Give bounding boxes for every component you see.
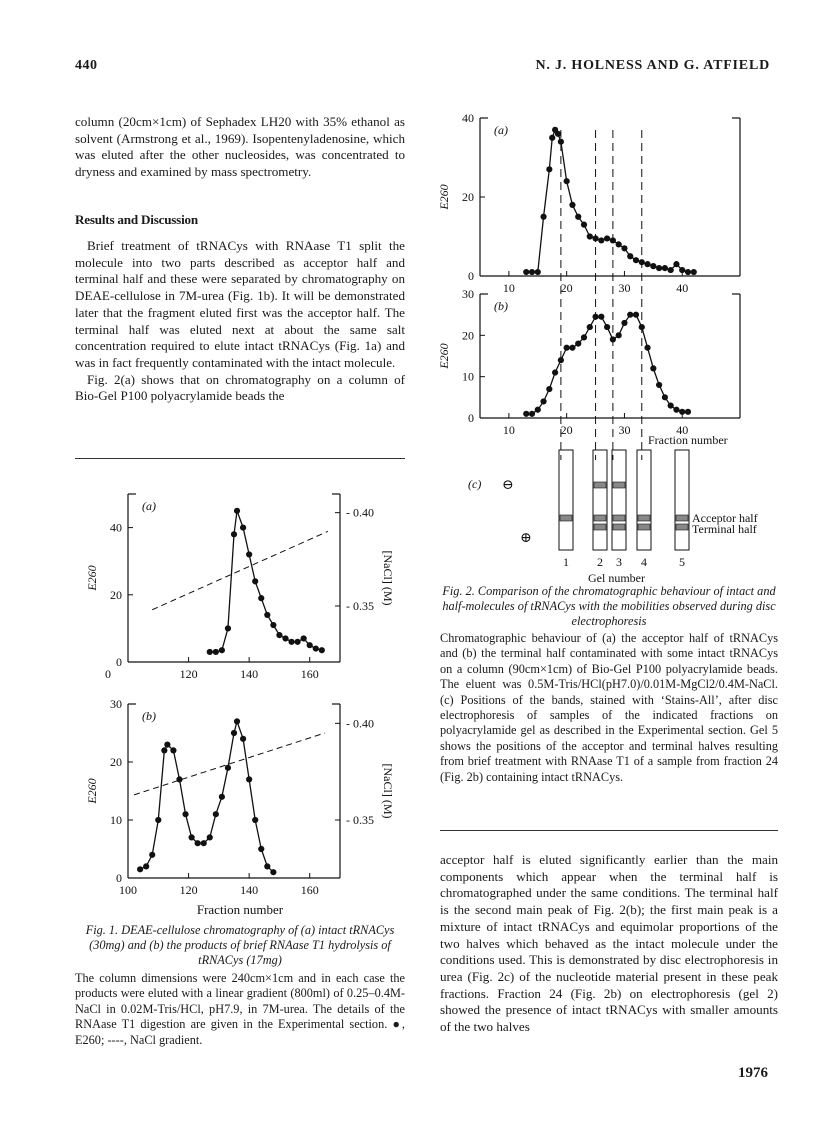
gel-band (676, 515, 688, 521)
gel-band (613, 524, 625, 530)
data-point (234, 718, 240, 724)
data-point (155, 817, 161, 823)
data-point (621, 245, 627, 251)
figure-2 (437, 110, 780, 590)
x-tick-label: 120 (179, 883, 198, 897)
data-point (207, 834, 213, 840)
data-point (234, 508, 240, 514)
data-point (264, 863, 270, 869)
divider-line-right (440, 830, 778, 831)
legend-terminal-half: Terminal half (692, 522, 757, 536)
y-tick-label: 20 (462, 190, 474, 204)
fig2-xlabel: Fraction number (648, 433, 728, 447)
x-tick-label: 160 (300, 667, 319, 681)
y-tick-label: 0 (116, 871, 122, 885)
data-point (143, 863, 149, 869)
data-point (252, 578, 258, 584)
results-text (75, 238, 405, 405)
data-point (307, 642, 313, 648)
y2-tick-label: - 0.40 (346, 505, 374, 520)
data-point (252, 817, 258, 823)
data-point (523, 269, 529, 275)
data-point (685, 409, 691, 415)
x-tick-label: 30 (618, 281, 631, 295)
gel-tube (612, 450, 626, 550)
data-point (616, 332, 622, 338)
gel-tube (675, 450, 689, 550)
data-point (258, 595, 264, 601)
data-point (276, 632, 282, 638)
data-point (575, 214, 581, 220)
data-point (627, 312, 633, 318)
data-point (219, 647, 225, 653)
data-point (650, 365, 656, 371)
data-point (270, 869, 276, 875)
y-tick-label: 0 (468, 411, 474, 425)
data-point (633, 257, 639, 263)
data-point (668, 403, 674, 409)
e260-series-line (526, 130, 694, 272)
x-tick-label: 140 (240, 667, 259, 681)
data-point (552, 369, 558, 375)
paragraph-right-1: acceptor half is eluted significantly earlier than the main components which appear when the terminal half is chromatographed under the same conditions. The terminal half is the second main peak of Fig. 2(b); the first main peak is a mixture of intact tRNACys and equimolar proportions of the two halves which behaved as the intact molecule under the conditions used. This is demonstrated by disc electrophoresis in urea (Fig. 2c) of the nucleotide material present in these peak fractions. Fraction 24 (Fig. 2b) on electrophoresis (gel 2) showed the presence of intact tRNACys with smaller amounts of the two halves (440, 852, 778, 1035)
fig1-xlabel: Fraction number (196, 902, 284, 917)
data-point (170, 747, 176, 753)
y-tick-label: 30 (462, 287, 474, 301)
data-point (535, 269, 541, 275)
y-tick-label: 20 (110, 587, 122, 602)
paragraph-methods-end: column (20cm×1cm) of Sephadex LH20 with 35% ethanol as solvent (Armstrong et al., 1969). Isopentenyladenosine, which was eluted after the other nucleosides, was concentrated to dryness and examined by mass spectrometry. (75, 114, 405, 180)
x-tick-label: 10 (502, 423, 515, 437)
data-point (656, 382, 662, 388)
data-point (679, 409, 685, 415)
data-point (581, 334, 587, 340)
data-point (673, 261, 679, 267)
data-point (288, 639, 294, 645)
panel-label: (a) (494, 123, 508, 137)
data-point (540, 214, 546, 220)
fig1-caption-body: The column dimensions were 240cm×1cm and in each case the products were eluted with a linear gradient (800ml) of 0.25–0.4M-NaCl in 0.02M-Tris/HCl, pH7.9, in 7M-urea. The details of the RNAase T1 digestion are given in the Experimental section. ●, E260; ----, NaCl gradient. (75, 971, 405, 1047)
data-point (598, 314, 604, 320)
x-tick-label: 40 (676, 281, 689, 295)
footer-page-number: 1976 (738, 1065, 768, 1081)
y-tick-label: 30 (110, 697, 122, 711)
data-point (535, 407, 541, 413)
data-point (529, 411, 535, 417)
data-point (231, 531, 237, 537)
panel-label: (b) (494, 299, 508, 313)
y-tick-label: 40 (110, 520, 122, 535)
data-point (616, 241, 622, 247)
fig2-caption-body: Chromatographic behaviour of (a) the acceptor half of tRNACys and (b) the terminal half contaminated with some intact tRNACys on a column (90cm×1cm) of Bio-Gel P100 polyacrylamide beads. The eluent was 0.5M-Tris/HCl(pH7.0)/0.01M-MgCl2/0.4M-NaCl. (c) Positions of the bands, stained with ‘Stains-All’, after disc electrophoresis of samples of the indicated fractions on polyacrylamide gel as described in the Experimental section. Gel 5 shows the positions of the acceptor and terminal halves resulting from brief treatment with RNAase T1 of a sample from fraction 24 (Fig. 2b) containing intact tRNACys. (440, 631, 778, 784)
data-point (627, 253, 633, 259)
gel-band (594, 482, 606, 488)
figure-1 (70, 476, 410, 921)
data-point (540, 398, 546, 404)
x-tick-label: 20 (560, 281, 573, 295)
gel-number: 2 (597, 555, 603, 569)
running-header-authors: N. J. HOLNESS AND G. ATFIELD (535, 58, 770, 73)
x-tick-label: 100 (119, 883, 137, 897)
data-point (301, 635, 307, 641)
data-point (673, 407, 679, 413)
x-tick-label: 30 (618, 423, 631, 437)
data-point (246, 551, 252, 557)
gel-band (560, 515, 572, 521)
y-tick-label: 10 (110, 813, 122, 827)
x-tick-label: 10 (502, 281, 515, 295)
panel-c-label: (c) (468, 477, 482, 491)
data-point (621, 320, 627, 326)
data-point (656, 265, 662, 271)
section-title-results: Results and Discussion (75, 212, 198, 227)
cathode-symbol: ⊖ (502, 478, 514, 493)
gel-tube (559, 450, 573, 550)
y2-tick-label: - 0.35 (346, 813, 374, 827)
y-tick-label: 40 (462, 111, 474, 125)
y2-tick-label: - 0.40 (346, 716, 374, 731)
data-point (546, 166, 552, 172)
data-point (182, 811, 188, 817)
divider-line (75, 458, 405, 459)
data-point (685, 269, 691, 275)
data-point (604, 235, 610, 241)
fig2-caption-title: Fig. 2. Comparison of the chromatographic behaviour of intact and half-molecules of tRNACys with the mobilities observed during disc electrophoresis (442, 584, 776, 628)
gel-band (613, 515, 625, 521)
y-tick-label: 20 (110, 755, 122, 769)
gel-number: 3 (616, 555, 622, 569)
data-point (604, 324, 610, 330)
legend-acceptor-half: Acceptor half (692, 511, 758, 525)
figure-2-plots (437, 111, 758, 585)
y2-axis-label: [NaCl] (M) (381, 763, 395, 819)
data-point (270, 622, 276, 628)
gel-band (638, 524, 650, 530)
gel-number: 5 (679, 555, 685, 569)
data-point (564, 345, 570, 351)
x-tick-label: 40 (676, 423, 689, 437)
data-point (176, 776, 182, 782)
data-point (679, 267, 685, 273)
data-point (523, 411, 529, 417)
data-point (161, 747, 167, 753)
gel-band (594, 515, 606, 521)
left-column-text (75, 114, 405, 181)
gel-tube (637, 450, 651, 550)
data-point (549, 135, 555, 141)
y-axis-label: E260 (85, 778, 99, 804)
data-point (246, 776, 252, 782)
data-point (195, 840, 201, 846)
data-point (587, 233, 593, 239)
y2-tick-label: - 0.35 (346, 599, 374, 613)
gel-number: 1 (563, 555, 569, 569)
data-point (149, 852, 155, 858)
y-tick-label: 10 (462, 369, 474, 384)
data-point (319, 647, 325, 653)
e260-series-line (140, 721, 273, 872)
y-axis-label: E260 (85, 565, 99, 591)
data-point (546, 386, 552, 392)
data-point (581, 222, 587, 228)
data-point (564, 178, 570, 184)
data-point (189, 834, 195, 840)
y-axis-label: E260 (437, 184, 451, 210)
y-tick-label: 0 (116, 655, 122, 669)
y-tick-label: 20 (462, 328, 474, 343)
data-point (282, 635, 288, 641)
data-point (240, 736, 246, 742)
x-tick-label: 160 (300, 883, 319, 897)
data-point (662, 265, 668, 271)
y2-axis-label: [NaCl] (M) (381, 550, 395, 606)
y-tick-label: 0 (468, 269, 474, 283)
gel-band (613, 482, 625, 488)
gel-number-label: Gel number (588, 571, 645, 585)
gel-band (638, 515, 650, 521)
data-point (219, 794, 225, 800)
x-tick-label: 120 (179, 667, 198, 681)
data-point (295, 639, 301, 645)
data-point (662, 394, 668, 400)
data-point (213, 649, 219, 655)
x-tick-label: 0 (105, 667, 111, 681)
data-point (137, 866, 143, 872)
fig1-caption-title: Fig. 1. DEAE-cellulose chromatography of (a) intact tRNACys (30mg) and (b) the products of brief RNAase T1 hydrolysis of tRNACys (17mg) (85, 923, 395, 967)
paragraph-results-2: Fig. 2(a) shows that on chromatography on a column of Bio-Gel P100 polyacrylamide beads the (75, 371, 405, 404)
data-point (633, 312, 639, 318)
data-point (201, 840, 207, 846)
data-point (575, 341, 581, 347)
figure-1-plots (85, 494, 395, 897)
right-column-text (440, 852, 778, 1036)
x-tick-label: 140 (240, 883, 259, 897)
data-point (225, 625, 231, 631)
data-point (225, 765, 231, 771)
anode-symbol: ⊕ (520, 531, 532, 546)
data-point (240, 525, 246, 531)
gel-band (594, 524, 606, 530)
data-point (231, 730, 237, 736)
x-tick-label: 20 (560, 423, 573, 437)
page-number: 440 (75, 58, 98, 73)
data-point (668, 267, 674, 273)
data-point (644, 261, 650, 267)
data-point (569, 202, 575, 208)
gel-band (676, 524, 688, 530)
y-axis-label: E260 (437, 343, 451, 369)
data-point (598, 237, 604, 243)
nacl-gradient-line (152, 531, 328, 609)
gel-number: 4 (641, 555, 647, 569)
data-point (650, 263, 656, 269)
data-point (164, 742, 170, 748)
data-point (644, 345, 650, 351)
data-point (213, 811, 219, 817)
panel-label: (a) (142, 499, 156, 513)
data-point (555, 131, 561, 137)
panel-label: (b) (142, 709, 156, 723)
data-point (529, 269, 535, 275)
data-point (313, 645, 319, 651)
paragraph-results-1: Brief treatment of tRNACys with RNAase T1 split the molecule into two parts described as acceptor half and terminal half and these were separated by chromatography on DEAE-cellulose in 7M-urea (Fig. 1b). It will be demonstrated later that the fragment eluted first was the acceptor half. The terminal half was eluted next at about the same salt concentration required to elute intact tRNACys (Fig. 1a) and was in fact frequently contaminated with the intact molecule. (75, 238, 405, 370)
data-point (258, 846, 264, 852)
gel-tube (593, 450, 607, 550)
data-point (569, 345, 575, 351)
data-point (691, 269, 697, 275)
data-point (264, 612, 270, 618)
data-point (207, 649, 213, 655)
data-point (587, 324, 593, 330)
